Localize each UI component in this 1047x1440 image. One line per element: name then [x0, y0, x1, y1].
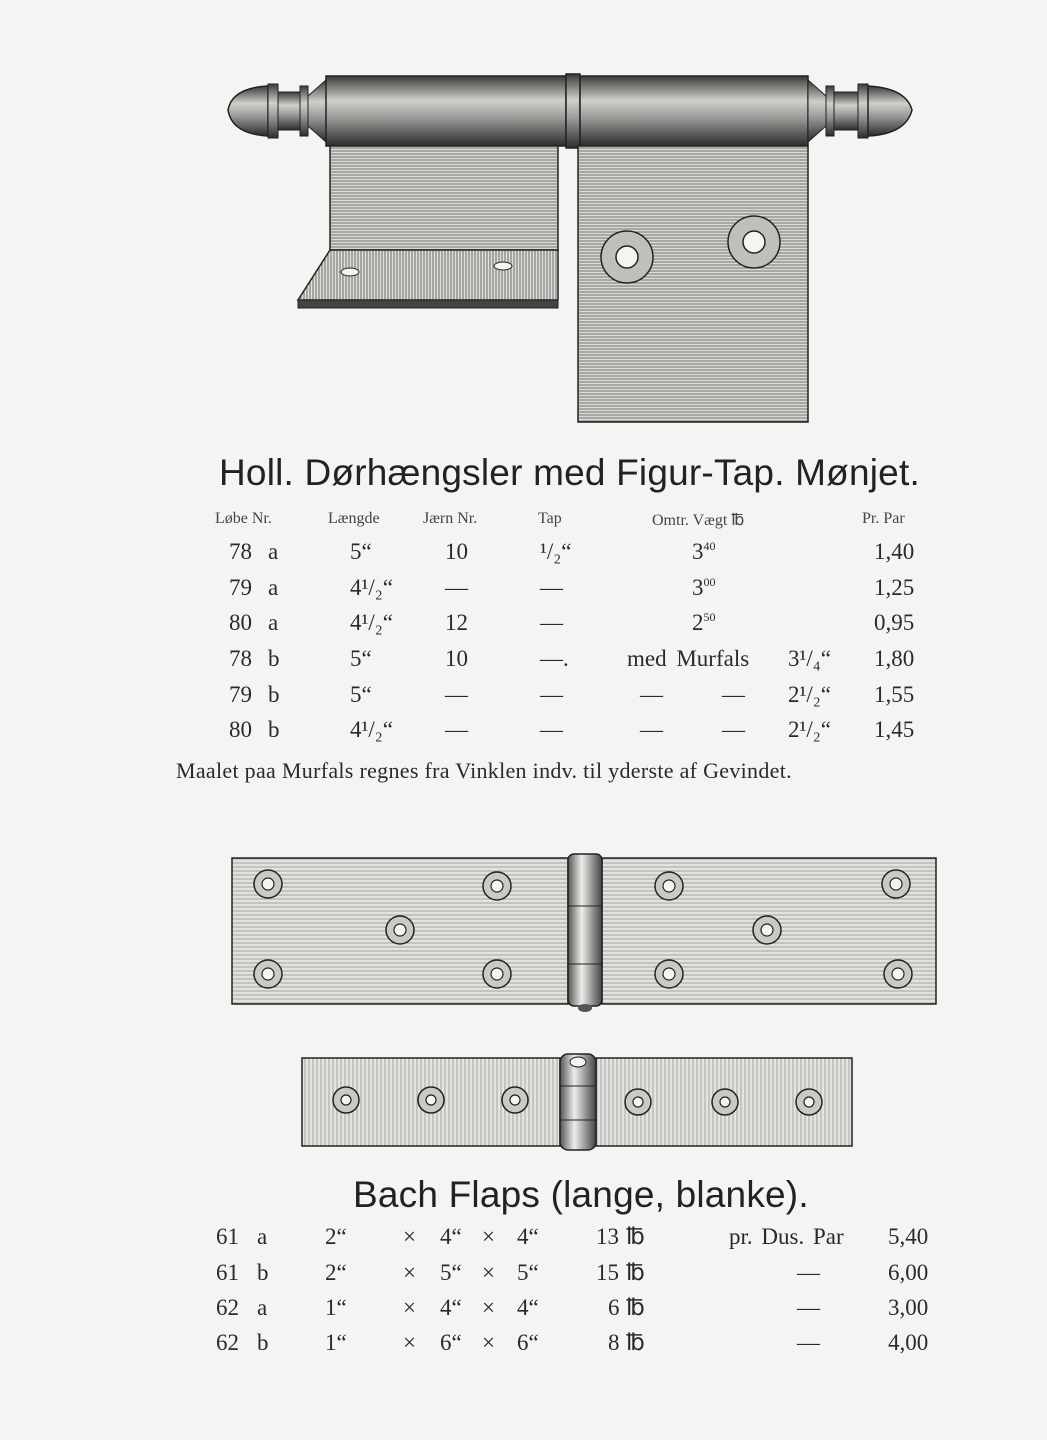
- row-dim3: 5“: [517, 1260, 539, 1285]
- row-num: 80: [229, 610, 252, 635]
- row-label: —: [797, 1260, 820, 1285]
- row-suffix: b: [268, 646, 280, 671]
- row-iron: —: [445, 682, 468, 707]
- row-num: 62: [216, 1330, 239, 1355]
- row-times2: ×: [482, 1260, 495, 1285]
- row-num: 79: [229, 682, 252, 707]
- row-num: 61: [216, 1224, 239, 1249]
- section1-note: Maalet paa Murfals regnes fra Vinklen indv. til yderste af Gevindet.: [176, 758, 792, 783]
- row-weight: [692, 539, 716, 565]
- row-times1: ×: [403, 1260, 416, 1285]
- row-weight-dash1: —: [640, 717, 663, 742]
- row-dim2: 5“: [440, 1260, 462, 1285]
- row-weight: [692, 575, 716, 601]
- row-suffix: a: [257, 1295, 268, 1320]
- row-weight: 6: [608, 1295, 620, 1320]
- row-price: 5,40: [888, 1224, 929, 1249]
- row-num: 78: [229, 539, 252, 564]
- row-label: —: [797, 1295, 820, 1320]
- row-tap: —: [540, 717, 563, 742]
- row-dim1: 2“: [325, 1224, 347, 1249]
- row-price: 6,00: [888, 1260, 929, 1285]
- row-price: 3,00: [888, 1295, 929, 1320]
- row-weight-extra: 3¹/₄“: [788, 646, 832, 671]
- row-times1: ×: [403, 1330, 416, 1355]
- door-hinge-illustration: [0, 0, 1047, 440]
- row-tap: —: [540, 610, 563, 635]
- row-suffix: b: [257, 1330, 269, 1355]
- row-weight: 15: [596, 1260, 619, 1285]
- row-times2: ×: [482, 1330, 495, 1355]
- row-price: 0,95: [874, 610, 915, 635]
- row-dim1: 1“: [325, 1295, 347, 1320]
- row-dim1: 2“: [325, 1260, 347, 1285]
- row-suffix: b: [268, 717, 280, 742]
- row-length: 4¹/₂“: [350, 610, 394, 635]
- row-weight: 8: [608, 1330, 620, 1355]
- row-dim3: 4“: [517, 1224, 539, 1249]
- row-suffix: a: [257, 1224, 268, 1249]
- row-price: 4,00: [888, 1330, 929, 1355]
- row-weight-extra: 2¹/₂“: [788, 682, 832, 707]
- row-dim1: 1“: [325, 1330, 347, 1355]
- row-iron: 12: [445, 610, 468, 635]
- row-tap: ¹/₂“: [540, 539, 572, 564]
- row-dim2: 4“: [440, 1295, 462, 1320]
- row-tap: —: [540, 575, 563, 600]
- row-label: pr. Dus. Par: [729, 1224, 844, 1249]
- row-length: 5“: [350, 646, 372, 671]
- weight-base: 2: [692, 610, 704, 635]
- pound-unit: ℔: [626, 1260, 645, 1285]
- row-tap: —.: [540, 646, 569, 671]
- row-tap: —: [540, 682, 563, 707]
- header-laengde: Længde: [328, 510, 380, 527]
- weight-sup: 40: [703, 539, 716, 553]
- row-times2: ×: [482, 1224, 495, 1249]
- flap-hinge-illustration: [0, 850, 1047, 1170]
- row-dim3: 6“: [517, 1330, 539, 1355]
- pound-unit: ℔: [626, 1330, 645, 1355]
- row-price: 1,80: [874, 646, 915, 671]
- weight-sup: 50: [703, 610, 716, 624]
- header-jaern-nr: Jærn Nr.: [423, 510, 478, 527]
- weight-base: 3: [692, 575, 704, 600]
- section1-title: Holl. Dørhængsler med Figur-Tap. Mønjet.: [219, 452, 920, 493]
- row-length: 4¹/₂“: [350, 717, 394, 742]
- row-suffix: b: [257, 1260, 269, 1285]
- row-weight-extra: 2¹/₂“: [788, 717, 832, 742]
- row-weight-dash2: —: [722, 682, 745, 707]
- row-num: 61: [216, 1260, 239, 1285]
- row-iron: —: [445, 575, 468, 600]
- row-dim3: 4“: [517, 1295, 539, 1320]
- pound-unit: ℔: [626, 1224, 645, 1249]
- row-weight-dash2: —: [722, 717, 745, 742]
- row-weight: [692, 610, 716, 636]
- weight-sup: 00: [703, 575, 716, 589]
- row-suffix: a: [268, 610, 279, 635]
- row-length: 5“: [350, 539, 372, 564]
- header-vaegt: Omtr. Vægt ℔: [652, 512, 745, 529]
- row-times1: ×: [403, 1224, 416, 1249]
- weight-base: 3: [692, 539, 704, 564]
- row-price: 1,40: [874, 539, 915, 564]
- row-suffix: b: [268, 682, 280, 707]
- row-suffix: a: [268, 575, 279, 600]
- row-num: 80: [229, 717, 252, 742]
- row-num: 62: [216, 1295, 239, 1320]
- pound-unit: ℔: [626, 1295, 645, 1320]
- row-weight-dash1: —: [640, 682, 663, 707]
- header-loebe-nr: Løbe Nr.: [215, 510, 272, 527]
- row-dim2: 6“: [440, 1330, 462, 1355]
- row-label: —: [797, 1330, 820, 1355]
- row-dim2: 4“: [440, 1224, 462, 1249]
- row-iron: 10: [445, 646, 468, 671]
- row-iron: —: [445, 717, 468, 742]
- row-price: 1,25: [874, 575, 915, 600]
- row-weight: 13: [596, 1224, 619, 1249]
- row-length: 4¹/₂“: [350, 575, 394, 600]
- row-num: 79: [229, 575, 252, 600]
- header-tap: Tap: [538, 510, 562, 527]
- row-weight-murfals: med Murfals: [627, 646, 750, 671]
- row-times1: ×: [403, 1295, 416, 1320]
- section2-title: Bach Flaps (lange, blanke).: [353, 1174, 809, 1215]
- row-price: 1,55: [874, 682, 915, 707]
- row-suffix: a: [268, 539, 279, 564]
- row-num: 78: [229, 646, 252, 671]
- header-pr-par: Pr. Par: [862, 510, 905, 527]
- row-iron: 10: [445, 539, 468, 564]
- row-price: 1,45: [874, 717, 915, 742]
- row-length: 5“: [350, 682, 372, 707]
- row-times2: ×: [482, 1295, 495, 1320]
